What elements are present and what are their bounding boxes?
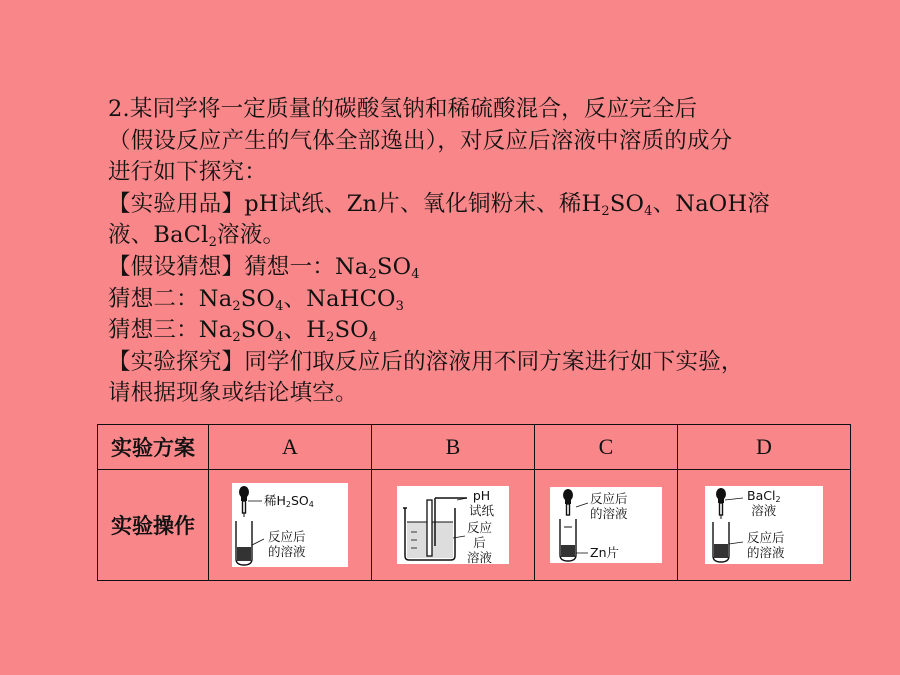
table-row	[98, 425, 851, 470]
solution-label: 反应后 的溶液	[747, 530, 785, 560]
beaker-ph-paper-figure	[397, 486, 509, 564]
reagent-label: 稀$H_2SO_4$	[264, 493, 314, 509]
question-line-3: 进行如下探究：	[108, 159, 267, 186]
hypothesis-3: 猜想三：$Na_2SO_4$、$H_2SO_4$	[108, 317, 378, 346]
reagent-label: BaCl$_2$ 溶液	[747, 488, 781, 518]
experiment-table	[97, 424, 851, 581]
operation-cell-a	[209, 470, 372, 581]
row-label-operation: 实验操作	[98, 470, 209, 581]
operation-cell-c	[535, 470, 678, 581]
row-label-plan: 实验方案	[98, 425, 209, 470]
hypothesis-2: 猜想二：$Na_2SO_4$、NaHCO$_3$	[108, 285, 405, 314]
col-header-a: A	[209, 425, 372, 470]
explore-line-2: 请根据现象或结论填空。	[108, 380, 358, 407]
question-line-2: （假设反应产生的气体全部逸出），对反应后溶液中溶质的成分	[108, 127, 733, 154]
col-header-c: C	[535, 425, 678, 470]
hypothesis-1: 【假设猜想】猜想一：$Na_2SO_4$	[108, 253, 420, 282]
materials-line: 【实验用品】pH试纸、Zn片、氧化铜粉末、稀$H_2SO_4$、NaOH溶	[108, 190, 770, 219]
operation-cell-d	[678, 470, 851, 581]
zinc-test-tube-figure	[550, 487, 662, 563]
solution-label: 反应后 的溶液	[590, 491, 628, 521]
bacl2-test-tube-figure	[705, 486, 823, 564]
explore-line: 【实验探究】同学们取反应后的溶液用不同方案进行如下实验，	[108, 348, 744, 375]
dropper-test-tube-figure-a	[232, 483, 348, 567]
zinc-label: Zn片	[590, 545, 619, 560]
solution-label: 反应后 的溶液	[268, 529, 306, 559]
question-text	[108, 94, 868, 410]
table-row	[98, 470, 851, 581]
solution-label: 反应 后 溶液	[467, 520, 493, 565]
question-line-1: 2.某同学将一定质量的碳酸氢钠和稀硫酸混合，反应完全后	[108, 96, 698, 122]
ph-paper-label: pH 试纸	[469, 488, 495, 518]
col-header-b: B	[372, 425, 535, 470]
col-header-d: D	[678, 425, 851, 470]
materials-line-2: 液、BaCl$_2$溶液。	[108, 222, 286, 251]
operation-cell-b	[372, 470, 535, 581]
